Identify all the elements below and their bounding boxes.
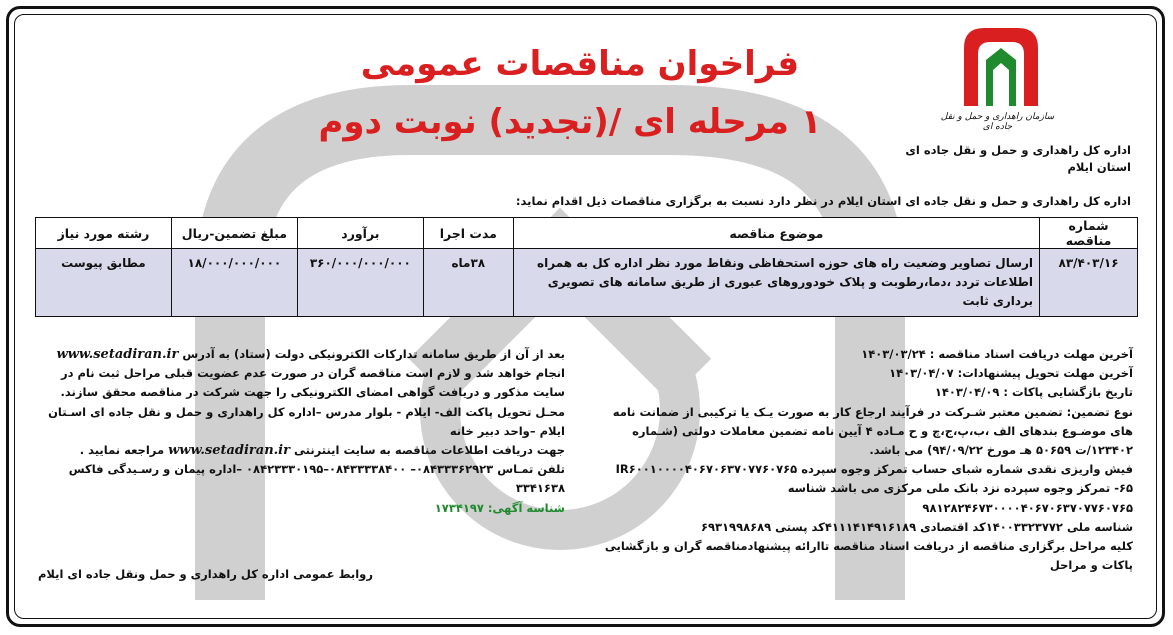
org-line-1: اداره کل راهداری و حمل و نقل جاده ای [905,143,1131,157]
page-subtitle: ۱ مرحله ای /(تجدید) نوبت دوم [318,102,822,142]
header-estimate: برآورد [297,218,423,249]
header-subject: موضوع مناقصه [513,218,1039,249]
cell-required-field: مطابق پیوست [36,249,172,317]
contact-phones: تلفن تمـاس ۰۸۴۳۳۳۶۲۹۲۳– ۰۸۴۳۳۳۳۸۴۰۰–۰۸۴۲۳۳۳۰۱۹۵ –اداره پیمان و رسـیدگی فاکس ۳۳۴۱۶۳۸ [68,462,565,496]
notice-id: شناسه آگهی: ۱۷۳۴۱۹۷ [434,500,565,515]
header-guarantee: مبلغ تضمین-ریال [171,218,297,249]
setad-text-pre: بعد از آن از طریق سامانه تدارکات الکترونیکی دولت (ستاد) به آدرس [182,347,565,361]
header-duration: مدت اجرا [423,218,513,249]
table-row [36,249,1138,317]
guarantee-type: نوع تضمین: تضمین معتبر شـرکت در فرآیند ارجاع کار به صورت یـک یا ترکیبی از ضمانت نامه های موضـوع بندهای الف ،ب،پ،ج،چ و ح مـاده ۴ آیین نامه تضمین معاملات دولتی (شـماره ۱۲۳۴۰۲/ت ۵۰۶۵۹ هـ مورخ ۹۴/۰۹/۲۲) می باشد. [612,404,1133,458]
info-url-link[interactable]: www.setadiran.ir [168,443,290,459]
process-note: کلیه مراحل برگزاری مناقصه از دریافت اسناد مناقصه تاارائه پیشنهادمناقصه گران و بازگشایی پاکات و مراحل [604,539,1133,573]
delivery-address: محـل تحویل پاکت الف- ایلام - بلوار مدرس –اداره کل راهداری و حمل و نقل جاده ای اسـتان ایلام –واحد دبیر خانه [48,404,565,438]
setad-url-link[interactable]: www.setadiran.ir [56,347,179,362]
table-header-row [36,218,1138,249]
page-title: فراخوان مناقصات عمومی [360,44,800,84]
info-text-post: مراجعه نمایید . [79,443,165,458]
right-column-details [598,345,1133,575]
national-id-info: شناسه ملی ۱۴۰۰۳۳۲۳۷۷۲کد اقتصادی ۴۱۱۱۴۱۴۹۱۶۱۸۹کد پستی ۶۹۳۱۹۹۸۶۸۹ [700,519,1133,534]
bid-deadline: آخرین مهلت تحویل پیشنهادات: ۱۴۰۳/۰۴/۰۷ [889,366,1133,381]
public-relations-footer: روابط عمومی اداره کل راهداری و حمل ونقل جاده ای ایلام [38,567,373,581]
opening-date: تاریخ بازگشایی پاکات : ۱۴۰۳/۰۴/۰۹ [934,385,1133,400]
cell-guarantee: ۱۸/۰۰۰/۰۰۰/۰۰۰ [171,249,297,317]
tender-table [35,217,1138,317]
cell-subject: ارسال تصاویر وضعیت راه های حوزه استحفاظی ونقاط مورد نظر اداره کل به همراه اطلاعات تردد ،دما،رطوبت و پلاک خودوروهای عبوری از طریق سامانه های تصویری برداری ثابت [513,249,1039,317]
header-required-field: رشته مورد نیاز [36,218,172,249]
cell-duration: ۳۸ماه [423,249,513,317]
doc-deadline: آخرین مهلت دریافت اسناد مناقصه : ۱۴۰۳/۰۳/۲۴ [861,347,1133,361]
cell-estimate: ۳۶۰/۰۰۰/۰۰۰/۰۰۰ [297,249,423,317]
organization-name [811,142,1131,176]
info-paragraph [30,441,565,460]
cell-tender-number: ۸۳/۴۰۳/۱۶ [1040,249,1138,317]
setad-paragraph [30,345,565,403]
org-line-2: استان ایلام [1067,160,1131,174]
info-text-pre: جهت دریافت اطلاعات مناقصه به سایت اینترنتی [293,443,565,458]
deposit-info: فیش واریزی نقدی شماره شبای حساب تمرکز وجوه سپرده IR۶۰۰۱۰۰۰۰۴۰۶۷۰۶۳۷۰۷۷۶۰۷۶۵ -۶۵ تمرکز وجوه سپرده نزد بانک ملی مرکزی می باشد شناسه ۹۸۱۲۸۲۴۶۷۳۰۰۰۰۴۰۶۷۰۶۳۷۰۷۷۶۰۷۶۵ [615,462,1133,515]
logo-caption: سازمان راهداری و حمل و نقل جاده ای [940,112,1055,132]
left-column-details [30,345,565,518]
rmto-logo-icon [960,26,1042,106]
setad-text-post: انجام خواهد شد و لازم است مناقصه گران در صورت عدم عضویت قبلی مراحل ثبت نام در سایت مذکور و دریافت گواهی امضای الکترونیکی را جهت شرکت در مناقصه محقق سازند. [60,366,565,400]
header-tender-number: شماره مناقصه [1040,218,1138,249]
intro-text: اداره کل راهداری و حمل و نقل جاده ای استان ایلام در نظر دارد نسبت به برگزاری مناقصات ذیل اقدام نماید: [515,194,1131,208]
